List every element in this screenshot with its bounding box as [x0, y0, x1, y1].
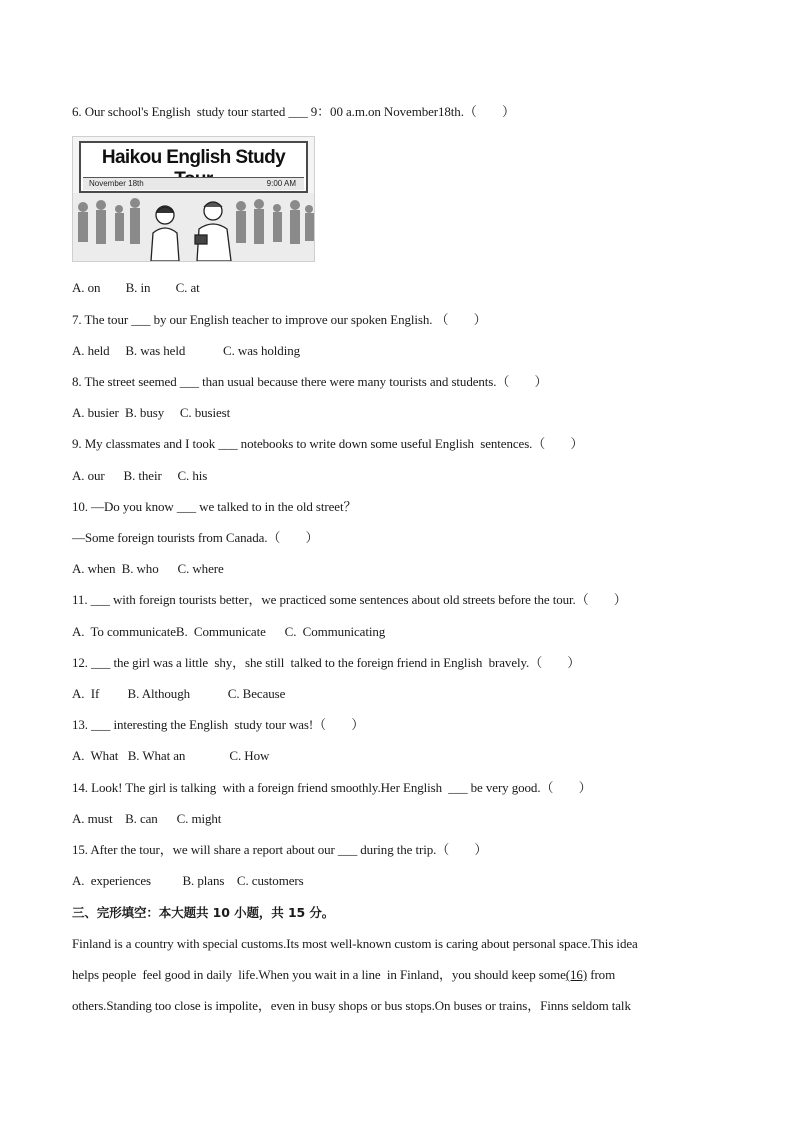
- question-6-options: A. on B. in C. at: [72, 280, 200, 295]
- section-heading: 三、完形填空：本大题共 10 小题，共 15 分。: [72, 905, 335, 920]
- question-15-stem: 15. After the tour，we will share a report about our ___ during the trip.（ ）: [72, 842, 488, 857]
- crowd-drawing: [73, 193, 314, 261]
- question-15-options: A. experiences B. plans C. customers: [72, 873, 304, 888]
- blank-16[interactable]: (16): [565, 967, 588, 982]
- question-11-stem: 11. ___ with foreign tourists better，we practiced some sentences about old streets before the tour.（ ）: [72, 592, 627, 607]
- question-9-stem: 9. My classmates and I took ___ notebooks to write down some useful English sentences.（ ）: [72, 436, 584, 451]
- banner-time: 9:00 AM: [266, 179, 296, 188]
- question-11-options: A. To communicateB. Communicate C. Communicating: [72, 624, 386, 639]
- question-8-stem: 8. The street seemed ___ than usual because there were many tourists and students.（ ）: [72, 374, 548, 389]
- question-13-stem: 13. ___ interesting the English study tour was!（ ）: [72, 717, 365, 732]
- question-6-stem: 6. Our school's English study tour started ___ 9：00 a.m.on November18th.（ ）: [72, 104, 515, 119]
- tour-banner: [79, 141, 308, 193]
- banner-title: Haikou English Study: [101, 147, 286, 168]
- study-tour-illustration: [72, 136, 315, 262]
- passage-line-1: Finland is a country with special customs.Its most well-known custom is caring about personal space.This idea: [72, 936, 638, 951]
- question-12-stem: 12. ___ the girl was a little shy，she still talked to the foreign friend in English bravely.（ ）: [72, 655, 581, 670]
- passage-line-2: [72, 967, 615, 983]
- question-14-options: A. must B. can C. might: [72, 811, 222, 826]
- question-12-options: A. If B. Although C. Because: [72, 686, 286, 701]
- question-13-options: A. What B. What an C. How: [72, 748, 270, 763]
- passage-line-3: others.Standing too close is impolite，even in busy shops or bus stops.On buses or trains，Finns seldom talk: [72, 998, 631, 1013]
- question-10-answer-line: —Some foreign tourists from Canada.（ ）: [72, 530, 319, 545]
- question-14-stem: 14. Look! The girl is talking with a foreign friend smoothly.Her English ___ be very good.（ ）: [72, 780, 592, 795]
- question-8-options: A. busier B. busy C. busiest: [72, 405, 231, 420]
- question-7-options: A. held B. was held C. was holding: [72, 343, 301, 358]
- question-7-stem: 7. The tour ___ by our English teacher to improve our spoken English. （ ）: [72, 312, 487, 327]
- passage-line-2-end: from: [587, 967, 616, 982]
- question-10-options: A. when B. who C. where: [72, 561, 224, 576]
- question-10-stem: 10. —Do you know ___ we talked to in the old street？: [72, 499, 357, 514]
- banner-date: November 18th: [89, 179, 144, 188]
- passage-line-2-start: helps people feel good in daily life.When you wait in a line in Finland，you should keep some: [72, 967, 566, 982]
- question-9-options: A. our B. their C. his: [72, 468, 208, 483]
